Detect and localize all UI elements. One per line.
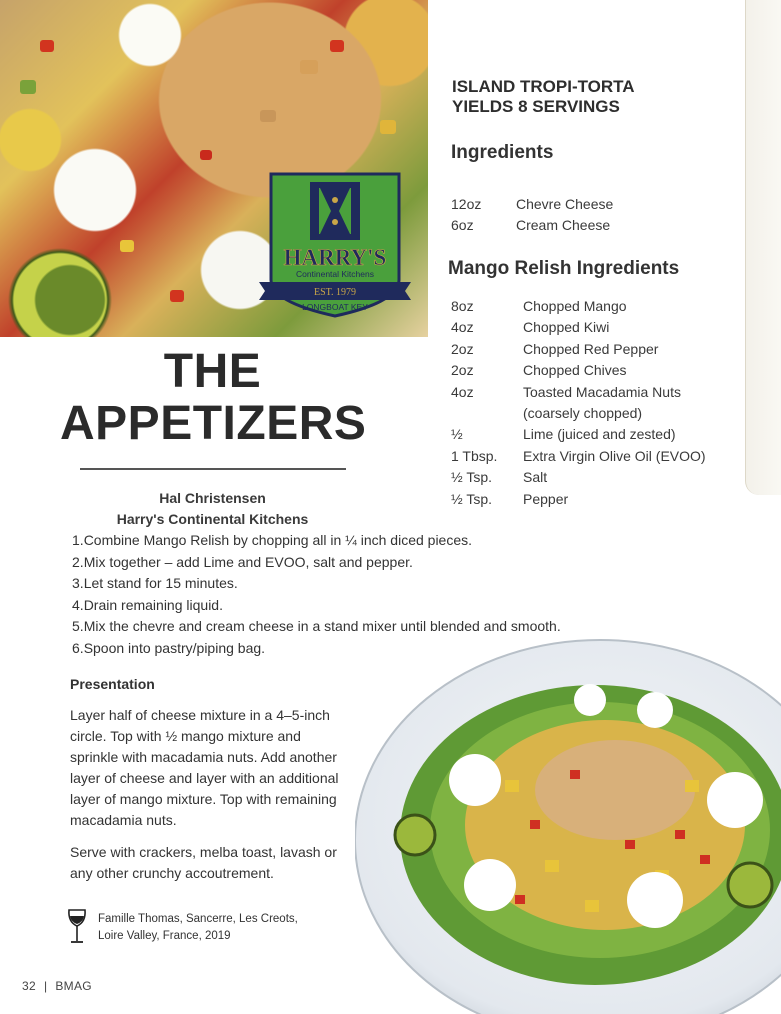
step-text: Mix the chevre and cream cheese in a stand mixer until blended and smooth. <box>83 618 561 635</box>
relish-ingredient-row <box>451 317 706 338</box>
relish-ingredient-row <box>451 360 706 381</box>
adjacent-page-photo-edge <box>745 0 781 495</box>
wine-glass-icon <box>66 908 88 946</box>
ingredient-quantity: ½ Tsp. <box>451 469 492 486</box>
mango-relish-list <box>451 296 706 510</box>
relish-ingredient-row <box>451 339 706 360</box>
ingredient-name: Chopped Kiwi <box>523 319 610 336</box>
wine-line-2: Loire Valley, France, 2019 <box>98 930 231 942</box>
relish-ingredient-row <box>451 446 706 467</box>
logo-tagline: Continental Kitchens <box>296 269 374 279</box>
ingredient-quantity: 12oz <box>451 196 482 212</box>
page-number: 32 <box>22 979 36 993</box>
footer-separator: | <box>43 979 48 993</box>
title-line-1: THE <box>163 345 262 398</box>
recipe-name: ISLAND TROPI-TORTA <box>452 77 635 96</box>
ingredients-heading: Ingredients <box>451 142 554 163</box>
harrys-logo <box>257 170 413 318</box>
relish-ingredient-row <box>451 489 706 510</box>
ingredient-quantity: 1 Tbsp. <box>451 447 498 464</box>
tropi-torta-plate-photo <box>355 630 781 1014</box>
step-number: 5. <box>72 618 84 635</box>
relish-ingredient-row <box>451 424 706 445</box>
step-text: Drain remaining liquid. <box>83 596 223 613</box>
ingredient-quantity: 8oz <box>451 298 474 314</box>
page-footer <box>22 979 92 993</box>
publication-name: BMAG <box>55 979 92 993</box>
step-number: 3. <box>72 575 84 592</box>
ingredient-name: Toasted Macadamia Nuts <box>523 383 681 400</box>
relish-ingredient-row <box>451 296 706 317</box>
ingredient-quantity: 2oz <box>451 362 474 379</box>
step-text: Spoon into pastry/piping bag. <box>83 639 266 656</box>
ingredients-list <box>451 194 613 237</box>
ingredient-quantity: 4oz <box>451 383 474 400</box>
wine-pairing <box>66 908 298 946</box>
ingredient-quantity: 6oz <box>451 217 474 234</box>
ingredient-name: Chopped Red Pepper <box>523 340 659 357</box>
recipe-step <box>72 573 561 595</box>
author-name: Hal Christensen <box>159 490 266 506</box>
ingredient-quantity: ½ Tsp. <box>451 490 492 507</box>
ingredient-row <box>451 215 613 236</box>
recipe-step <box>72 530 561 552</box>
article-title-block <box>60 346 365 530</box>
ingredient-quantity: 4oz <box>451 319 474 336</box>
ingredient-name: Lime (juiced and zested) <box>523 426 676 443</box>
recipe-step <box>72 552 561 574</box>
presentation-heading: Presentation <box>70 676 155 692</box>
step-number: 2. <box>72 553 84 570</box>
step-number: 6. <box>72 639 84 656</box>
ingredient-quantity: 2oz <box>451 340 474 357</box>
ingredient-name: Chevre Cheese <box>516 196 614 212</box>
appetizer-photo <box>0 0 428 337</box>
logo-est: EST. 1979 <box>313 287 357 298</box>
ingredient-row <box>451 194 613 215</box>
recipe-yield: YIELDS 8 SERVINGS <box>452 97 620 116</box>
mango-relish-heading: Mango Relish Ingredients <box>448 258 680 279</box>
step-text: Combine Mango Relish by chopping all in ¼ inch diced pieces. <box>83 532 473 548</box>
serving-suggestion: Serve with crackers, melba toast, lavash or any other crunchy accoutrement. <box>70 844 337 881</box>
wine-line-1: Famille Thomas, Sancerre, Les Creots, <box>98 913 298 925</box>
presentation-text: Layer half of cheese mixture in a 4–5-inch circle. Top with ½ mango mixture and sprinkle with macadamia nuts. Add another layer of cheese and layer with an additional layer of mango mixture. Top with remaining macadamia nuts. <box>70 707 339 828</box>
relish-ingredient-row <box>451 403 706 424</box>
step-number: 1. <box>72 532 84 548</box>
logo-brand-text: HARRY'S <box>283 245 387 270</box>
wine-name <box>98 911 298 945</box>
ingredient-name: Chopped Chives <box>523 362 627 379</box>
relish-ingredient-row <box>451 467 706 488</box>
ingredient-quantity: ½ <box>451 426 463 443</box>
author-organization: Harry's Continental Kitchens <box>116 511 309 527</box>
recipe-step <box>72 595 561 617</box>
ingredient-name: Pepper <box>523 490 569 507</box>
relish-ingredient-row <box>451 382 706 403</box>
step-text: Mix together – add Lime and EVOO, salt and pepper. <box>83 553 413 570</box>
recipe-title <box>452 77 635 117</box>
logo-location: LONGBOAT KEY <box>302 302 368 312</box>
title-line-2: APPETIZERS <box>60 397 367 450</box>
ingredient-name: Extra Virgin Olive Oil (EVOO) <box>523 447 706 464</box>
ingredient-name: Cream Cheese <box>516 217 611 234</box>
ingredient-name: Chopped Mango <box>523 298 627 314</box>
ingredient-name: Salt <box>523 469 548 486</box>
title-divider <box>80 468 346 470</box>
ingredient-name: (coarsely chopped) <box>523 405 643 422</box>
author-credit <box>60 488 365 530</box>
step-number: 4. <box>72 596 84 613</box>
article-title <box>60 346 365 450</box>
ingredient-quantity <box>451 403 523 424</box>
step-text: Let stand for 15 minutes. <box>83 575 238 592</box>
